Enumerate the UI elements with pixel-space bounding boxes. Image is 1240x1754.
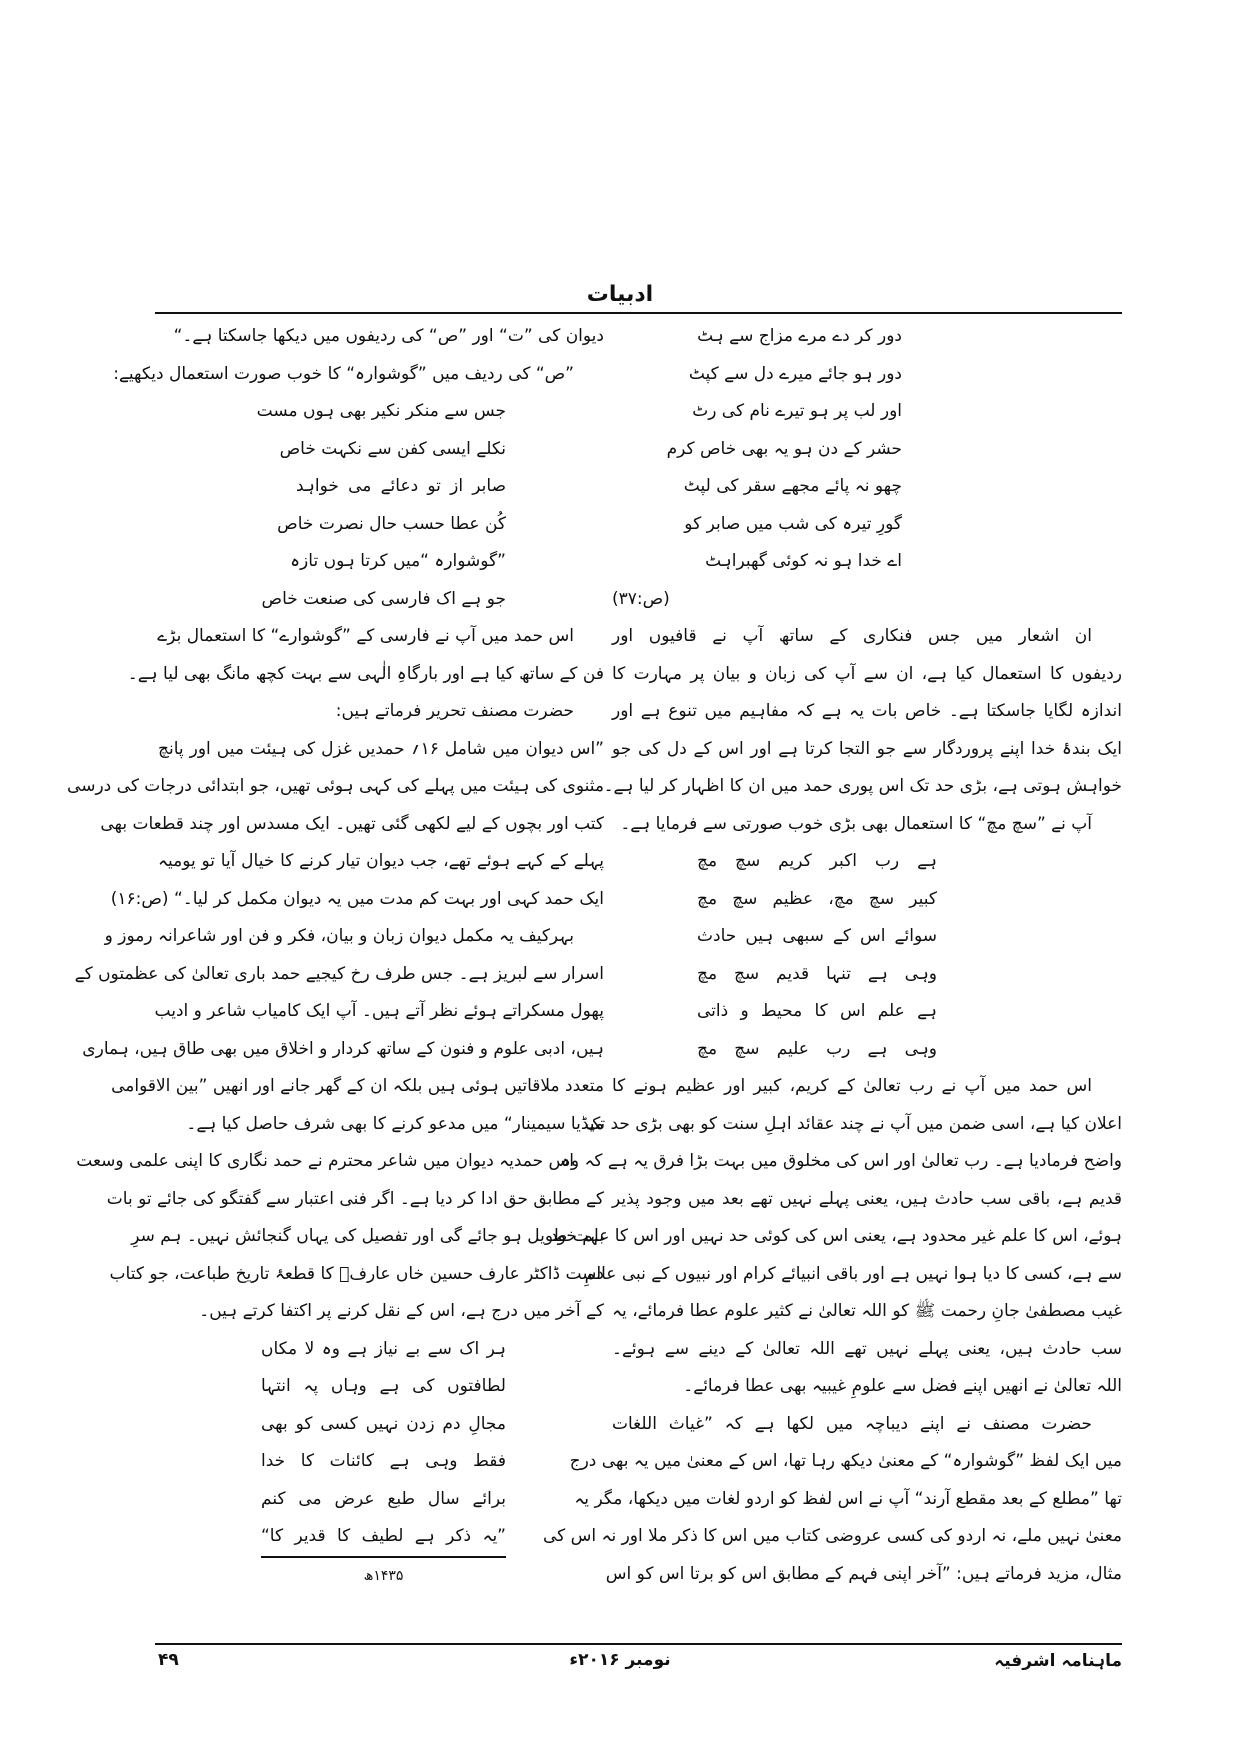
section-title: ادبیات [586, 282, 654, 307]
prose-line: اندازہ لگایا جاسکتا ہے۔ خاص بات یہ ہے کہ مفاہیم میں تنوع ہے اور [612, 701, 1122, 721]
prose-line: میڈیا سیمینار“ میں مدعو کرنے کا بھی شرف حاصل کیا ہے۔ [186, 1113, 604, 1134]
verse-line: ہر اک سے بے نیاز ہے وہ لا مکاں [261, 1338, 506, 1359]
prose-line: ایک بندۂ خدا اپنے پروردگار سے جو التجا کرتا ہے اور اس کے دل کی جو [612, 738, 1122, 759]
verse-line: فقط وہی ہے کائنات کا خدا [261, 1451, 506, 1471]
verse-line: جس سے منکر نکیر بھی ہوں مست [256, 401, 506, 421]
verse-line: صابر از تو دعائے می خواہد [296, 476, 506, 496]
prose-line: سب حادث ہیں، یعنی پہلے نہیں تھے اللہ تعالیٰ کے دینے سے ہوئے۔ [612, 1338, 1122, 1359]
para-block [76, 1143, 604, 1331]
prose-line: میں ایک لفظ ”گوشوارہ“ کے معنیٰ دیکھ رہا تھا، اس کے معنیٰ میں یہ بھی درج [569, 1451, 1122, 1471]
para-block [612, 806, 1122, 844]
prose-line: کے آخر میں درج ہے، اس کے نقل کرنے پر اکتفا کرتے ہیں۔ [199, 1301, 604, 1321]
footer-page-number: ۴۹ [158, 1650, 179, 1670]
verse-line: ”گوشوارہ “میں کرتا ہوں تازہ [290, 551, 506, 571]
para-block [127, 618, 604, 693]
prose-line: حضرت مصنف تحریر فرماتے ہیں: [335, 701, 574, 721]
verse-line: وہی ہے تنہا قدیم سچ مچ [697, 963, 937, 984]
para-block [158, 693, 604, 731]
prose-line: غیب مصطفیٰ جانِ رحمت ﷺ کو اللہ تعالیٰ نے کثیر علوم عطا فرمائے، یہ [612, 1301, 1122, 1321]
prose-line: اعلان کیا ہے، اسی ضمن میں آپ نے چند عقائد اہلِ سنت کو بھی بڑی حد تک [585, 1113, 1122, 1134]
verse-block [612, 318, 1122, 581]
verse-line: کبیر سچ مچ، عظیم سچ مچ [697, 888, 937, 909]
prose-line: فن کے ساتھ کیا ہے اور بارگاہِ الٰہی سے بہت کچھ مانگ بھی لیا ہے۔ [127, 663, 604, 684]
para-block [550, 1068, 1122, 1406]
para-block [113, 356, 604, 394]
verse-line: سوائے اس کے سبھی ہیں حادث [697, 926, 937, 946]
prose-line: پھول مسکراتے ہوئے نظر آتے ہیں۔ آپ ایک کامیاب شاعر و ادیب [154, 1001, 604, 1021]
prose-line: کے مطابق حق ادا کر دیا ہے۔ اگر فنی اعتبار سے گفتگو کی جائے تو بات [106, 1188, 604, 1209]
verse-line: ہے رب اکبر کریم سچ مچ [697, 851, 937, 871]
prose-line: واضح فرمادیا ہے۔ رب تعالیٰ اور اس کی مخلوق میں بہت بڑا فرق یہ ہے کہ وہ [560, 1151, 1122, 1171]
para-block [158, 318, 604, 356]
prose-line: بہت طویل ہو جائے گی اور تفصیل کی یہاں گنجائش نہیں۔ ہم سرِ [131, 1226, 604, 1246]
citation-block [612, 581, 1122, 619]
verse-line: دور کر دے مرے مزاج سے ہٹ [697, 326, 902, 346]
right-column [542, 318, 1122, 1593]
prose-line: ہوئے، اس کا علم غیر محدود ہے، یعنی اس کی کوئی حد نہیں اور اس کا علم خود [550, 1226, 1122, 1246]
para-block [603, 618, 1122, 806]
prose-line: اس حمد میں آپ نے رب تعالیٰ کے کریم، کبیر اور عظیم ہونے کا [612, 1076, 1092, 1096]
prose-line: خواہش ہوتی ہے، بڑی حد تک اس پوری حمد میں ان کا اظہار کر لیا ہے۔ [603, 776, 1122, 796]
prose-line: ایک حمد کہی اور بہت کم مدت میں یہ دیوان مکمل کر لیا۔“ (ص:۱۶) [110, 888, 604, 909]
prose-line: اس حمد میں آپ نے فارسی کے ”گوشوارے“ کا استعمال بڑے [157, 626, 574, 646]
prose-line: دیوان کی ”ت“ اور ”ص“ کی ردیفوں میں دیکھا جاسکتا ہے۔“ [173, 326, 604, 346]
prose-line: متعدد ملاقاتیں ہوئی ہیں بلکہ ان کے گھر جانے اور انھیں ”بین الاقوامی [111, 1076, 604, 1096]
verse-line: مجالِ دم زدن نہیں کسی کو بھی [261, 1413, 506, 1434]
verse-line: حشر کے دن ہو یہ بھی خاص کرم [666, 438, 902, 459]
prose-line: مثال، مزید فرماتے ہیں: ”آخر اپنی فہم کے مطابق اس کو برتا اس کو اس [605, 1563, 1122, 1584]
footer-issue-date: نومبر ۲۰۱۶ء [569, 1650, 671, 1670]
para-block [74, 918, 604, 1143]
prose-line: ”ص“ کی ردیف میں ”گوشوارہ“ کا خوب صورت استعمال دیکھیے: [113, 363, 574, 384]
prose-line: ردیفوں کا استعمال کیا ہے، ان سے آپ کی زبان و بیان پر مہارت کا [612, 663, 1122, 684]
page-citation: (ص:۳۷) [612, 588, 670, 609]
footer-magazine-name: ماہنامہ اشرفیہ [994, 1651, 1122, 1671]
para-block [542, 1406, 1122, 1594]
verse-line: نکلے ایسی کفن سے نکہت خاص [279, 438, 506, 459]
verse-block [612, 843, 1122, 1068]
verse-line: دور ہو جائے میرے دل سے کپٹ [688, 363, 902, 384]
prose-line: قدیم ہے، باقی سب حادث ہیں، یعنی پہلے نہیں تھے بعد میں وجود پذیر [612, 1188, 1122, 1209]
verse-line: ہے علم اس کا محیط و ذاتی [697, 1001, 937, 1021]
verse-block [158, 1331, 604, 1558]
prose-line: اس حمدیہ دیوان میں شاعر محترم نے حمد نگاری کا اپنی علمی وسعت [76, 1151, 574, 1171]
prose-line: ”اس دیوان میں شامل ۱۶؍ حمدیں غزل کی ہیئت میں اور پانچ [158, 738, 604, 759]
verse-line: لطافتوں کی ہے وہاں پہ انتہا [261, 1376, 506, 1396]
prose-line: تھا ”مطلع کے بعد مقطع آرند“ آپ نے اس لفظ کو اردو لغات میں دیکھا، مگر یہ [574, 1488, 1122, 1509]
prose-line: معنیٰ نہیں ملے، نہ اردو کی کسی عروضی کتاب میں اس کا ذکر ملا اور نہ اس کی [542, 1526, 1122, 1546]
footer-rule [155, 1643, 1122, 1645]
verse-line: کُن عطا حسب حال نصرت خاص [277, 513, 506, 534]
prose-line: مثنوی کی ہیئت میں پہلے کی کہی ہوئی تھیں، جو ابتدائی درجات کی درسی [67, 776, 604, 796]
verse-line: اور لب پر ہو تیرے نام کی رٹ [692, 401, 902, 421]
verse-block [158, 393, 604, 618]
prose-line: دست ڈاکٹر عارف حسین خاں عارفؔ کا قطعۂ تاریخ طباعت، جو کتاب [109, 1263, 604, 1284]
verse-line: وہی ہے رب علیم سچ مچ [697, 1038, 937, 1059]
verse-line: چھو نہ پائے مجھے سقر کی لپٹ [683, 476, 902, 496]
prose-line: پہلے کے کہے ہوئے تھے، جب دیوان تیار کرنے کا خیال آیا تو یومیہ [158, 851, 604, 871]
prose-line: بہرکیف یہ مکمل دیوان زبان و بیان، فکر و فن اور شاعرانہ رموز و [104, 926, 574, 946]
prose-line: کتب اور بچوں کے لیے لکھی گئی تھیں۔ ایک مسدس اور چند قطعات بھی [100, 813, 604, 834]
verse-line: گورِ تیرہ کی شب میں صابر کو [684, 513, 902, 534]
prose-line: اللہ تعالیٰ نے انھیں اپنے فضل سے علومِ غیبیہ بھی عطا فرمائے۔ [683, 1376, 1122, 1396]
prose-line: آپ نے ”سچ مچ“ کا استعمال بھی بڑی خوب صورتی سے فرمایا ہے۔ [620, 813, 1092, 834]
verse-line: جو ہے اک فارسی کی صنعت خاص [261, 588, 506, 609]
prose-line: ہیں، ادبی علوم و فنون کے ساتھ کردار و اخلاق میں بھی طاق ہیں، ہماری [82, 1038, 604, 1059]
prose-line: اسرار سے لبریز ہے۔ جس طرف رخ کیجیے حمد باری تعالیٰ کی عظمتوں کے [74, 963, 604, 984]
para-block [67, 731, 604, 919]
header-rule [155, 312, 1122, 314]
verse-line: ”یہ ذکر ہے لطیف کا قدیر کا“ [261, 1518, 506, 1558]
prose-line: سے ہے، کسی کا دیا ہوا نہیں ہے اور باقی انبیائے کرام اور نبیوں کے نبی عالمِ [584, 1263, 1122, 1284]
prose-line: حضرت مصنف نے اپنے دیباچہ میں لکھا ہے کہ ”غیاث اللغات [612, 1413, 1092, 1434]
verse-line: برائے سال طبع عرض می کنم [261, 1488, 506, 1509]
hijri-year: ۱۴۳۵ھ [363, 1567, 404, 1584]
verse-line: اے خدا ہو نہ کوئی گھبراہٹ [705, 551, 902, 571]
year-block [158, 1558, 604, 1596]
prose-line: ان اشعار میں جس فنکاری کے ساتھ آپ نے قافیوں اور [612, 626, 1092, 646]
left-column [67, 318, 604, 1595]
